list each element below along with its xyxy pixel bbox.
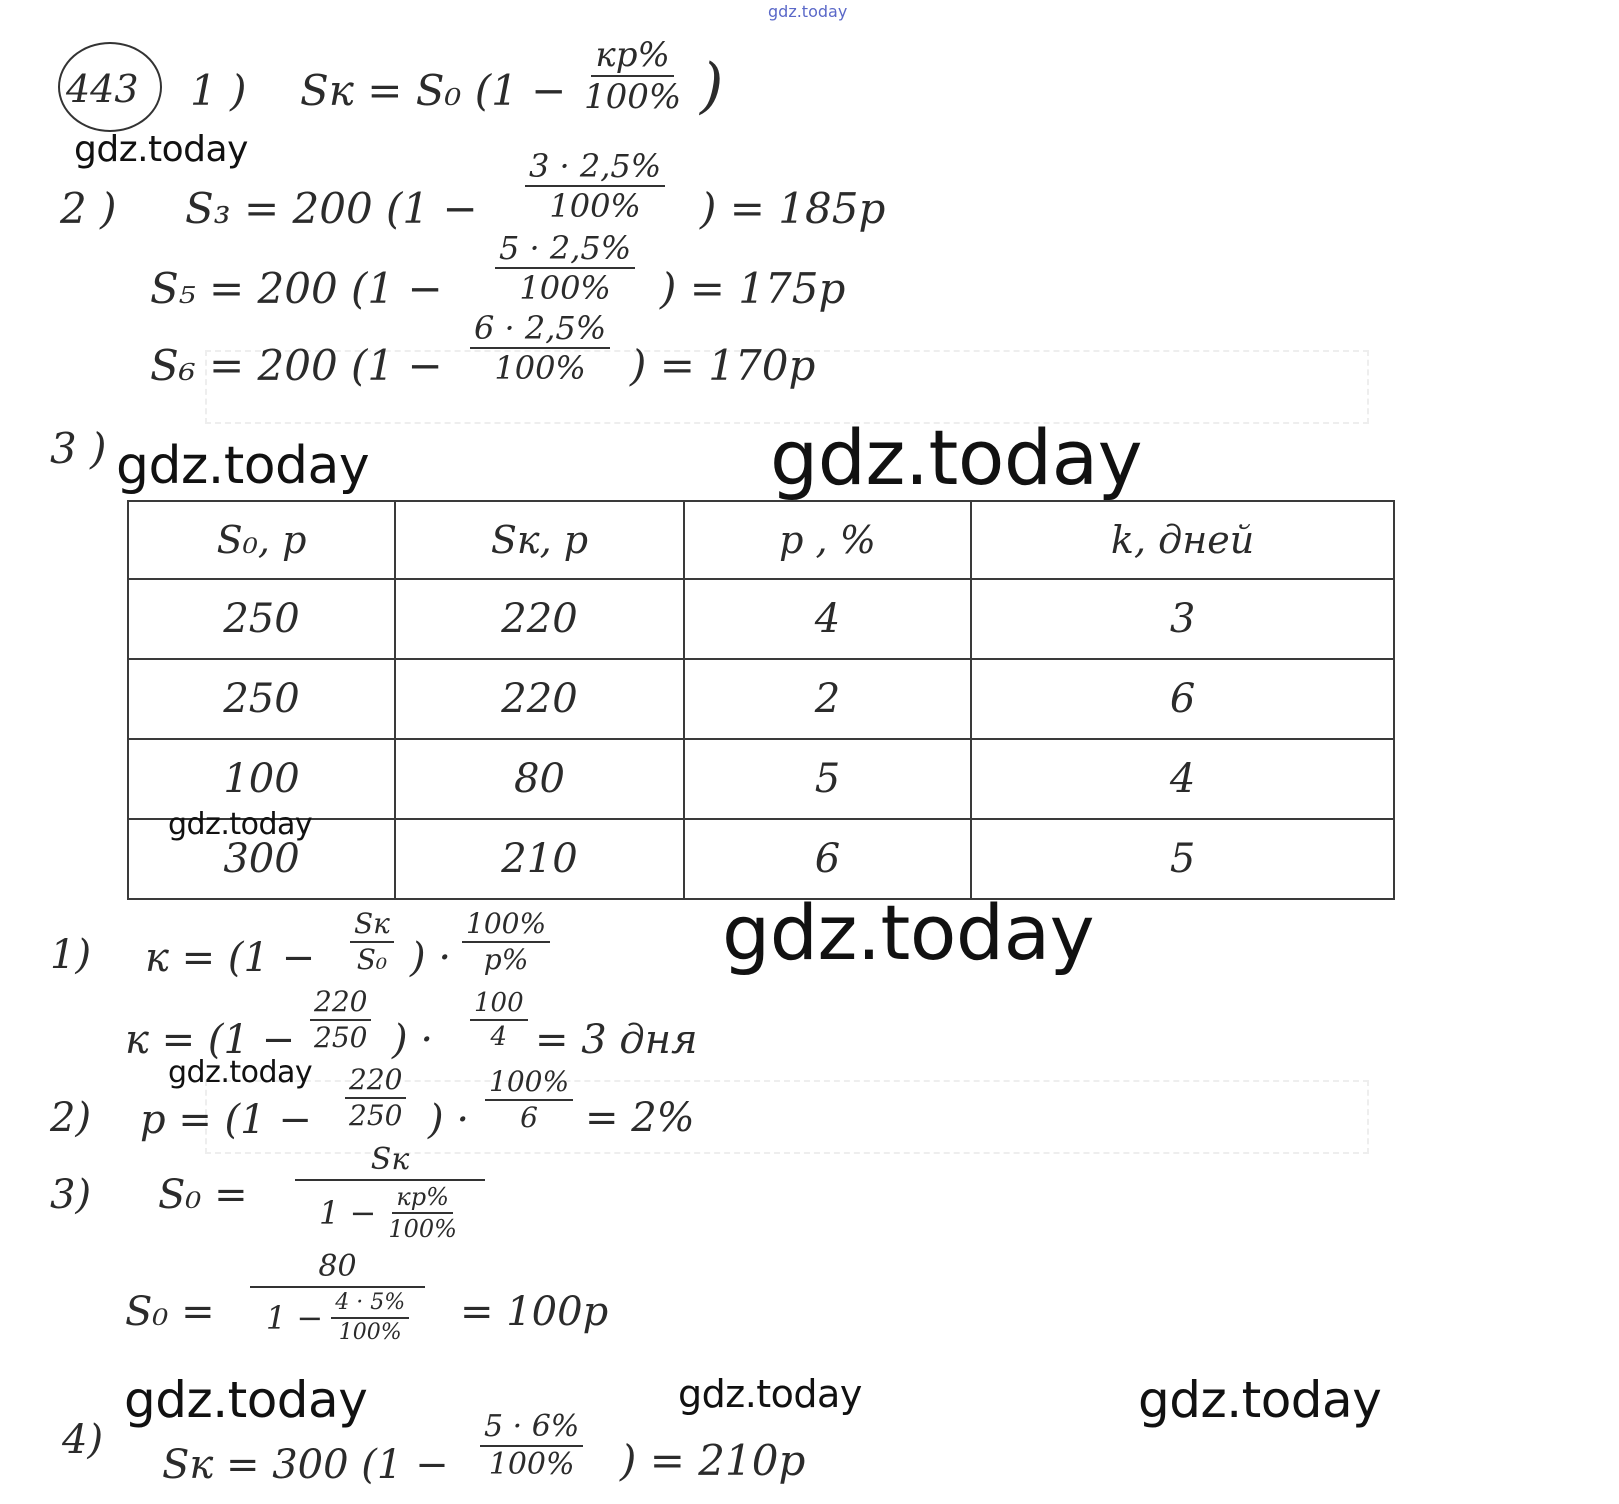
- sol4-fraction: [480, 1409, 583, 1482]
- fraction-numerator: 100%: [485, 1068, 573, 1101]
- sol2-lhs: p = (1 −: [140, 1097, 312, 1143]
- fraction-denominator: 100%: [494, 349, 586, 387]
- fraction-denominator: [319, 1185, 461, 1241]
- fraction-numerator: 5 · 2,5%: [495, 232, 635, 269]
- sol1-line1-fraction1: [350, 907, 394, 976]
- table-cell: 80: [395, 739, 684, 819]
- part2-line3-fraction: [470, 309, 610, 387]
- watermark: gdz.today: [116, 436, 370, 496]
- sol3-line2-fraction: [250, 1249, 425, 1345]
- watermark: gdz.today: [770, 413, 1143, 502]
- fraction-denominator: 100%: [488, 1447, 575, 1482]
- sol2-mid: ) ·: [428, 1097, 470, 1143]
- sol1-line2-mid: ) ·: [392, 1017, 434, 1063]
- fraction-denominator: 250: [349, 1099, 403, 1132]
- nested-fraction: [331, 1292, 409, 1344]
- table-cell: 5: [971, 819, 1394, 899]
- part2-line1-fraction: [525, 147, 665, 225]
- table-cell: 300: [128, 819, 395, 899]
- values-table: [127, 500, 1395, 900]
- sol3-line1-fraction: [295, 1142, 485, 1243]
- sol1-line1-mid: ) ·: [410, 935, 452, 981]
- fraction-numerator: Sк: [295, 1145, 485, 1181]
- fraction-numerator: 220: [345, 1066, 406, 1099]
- table-header: p , %: [684, 501, 971, 579]
- part2-line2-rhs: ) = 175р: [660, 264, 846, 313]
- fraction-numerator: кp%: [392, 1185, 453, 1214]
- part2-line2-fraction: [495, 229, 635, 307]
- sol1-line1-lhs: к = (1 −: [145, 935, 316, 981]
- fraction-numerator: 220: [310, 988, 371, 1021]
- sol1-label: 1): [50, 932, 92, 978]
- table-cell: 250: [128, 579, 395, 659]
- table-header-row: [128, 501, 1394, 579]
- part1-fraction: [580, 35, 685, 117]
- part2-line3-lhs: S₆ = 200 (1 −: [150, 341, 443, 390]
- watermark: gdz.today: [678, 1372, 862, 1416]
- sol3-line2-lhs: S₀ =: [125, 1289, 215, 1335]
- part3-label: 3 ): [50, 424, 107, 473]
- sol3-line1-lhs: S₀ =: [158, 1172, 248, 1218]
- sol2-fraction2: [485, 1065, 573, 1134]
- fraction-denominator: 100%: [584, 77, 682, 117]
- fraction-numerator: 80: [250, 1252, 425, 1288]
- sol2-label: 2): [50, 1095, 92, 1141]
- problem-number: 443: [66, 67, 139, 111]
- fraction-numerator: 4 · 5%: [331, 1292, 409, 1319]
- table-cell: 4: [684, 579, 971, 659]
- fraction-numerator: 6 · 2,5%: [470, 312, 610, 349]
- sol2-rhs: = 2%: [585, 1095, 695, 1141]
- part2-line3-rhs: ) = 170р: [630, 341, 816, 390]
- sol3-label: 3): [50, 1172, 92, 1218]
- table-cell: 6: [684, 819, 971, 899]
- fraction-denominator: p%: [483, 943, 529, 976]
- table-row: [128, 659, 1394, 739]
- sol1-line2-fraction2: [470, 990, 528, 1050]
- table-cell: 210: [395, 819, 684, 899]
- sol1-line2-rhs: = 3 дня: [535, 1017, 698, 1063]
- table-header: k, дней: [971, 501, 1394, 579]
- fraction-denominator: 100%: [338, 1320, 402, 1345]
- fraction-numerator: 5 · 6%: [480, 1412, 583, 1447]
- part2-line2-lhs: S₅ = 200 (1 −: [150, 264, 443, 313]
- fraction-numerator: Sк: [350, 910, 394, 943]
- watermark: gdz.today: [74, 129, 248, 170]
- table-cell: 2: [684, 659, 971, 739]
- table-cell: 4: [971, 739, 1394, 819]
- part1-close-paren: ): [700, 51, 724, 121]
- sol3-line2-rhs: = 100р: [460, 1289, 609, 1335]
- fraction-numerator: 100: [470, 990, 528, 1021]
- table-row: [128, 579, 1394, 659]
- fraction-denominator: 6: [520, 1101, 538, 1134]
- sol4-lhs: Sк = 300 (1 −: [162, 1442, 449, 1488]
- sol4-rhs: ) = 210р: [620, 1436, 806, 1485]
- nested-fraction: [384, 1185, 461, 1241]
- sol4-label: 4): [62, 1417, 104, 1463]
- watermark: gdz.today: [722, 888, 1095, 977]
- watermark: gdz.today: [124, 1371, 368, 1429]
- table-cell: 5: [684, 739, 971, 819]
- fraction-denominator: 100%: [519, 269, 611, 307]
- fraction-denominator: 100%: [388, 1215, 457, 1243]
- watermark: gdz.today: [168, 1055, 313, 1090]
- table-row: [128, 739, 1394, 819]
- part2-line1-lhs: S₃ = 200 (1 −: [185, 184, 478, 233]
- watermark: gdz.today: [1138, 1371, 1382, 1429]
- watermark-top: gdz.today: [768, 2, 848, 21]
- part2-label: 2 ): [60, 184, 117, 233]
- sol2-fraction1: [345, 1063, 406, 1132]
- denominator-prefix: 1 −: [319, 1194, 377, 1232]
- fraction-numerator: кp%: [591, 38, 673, 77]
- part1-lhs: Sк = S₀ (1 −: [300, 66, 567, 115]
- part1-label: 1 ): [190, 66, 247, 115]
- fraction-numerator: 100%: [462, 910, 550, 943]
- table-cell: 250: [128, 659, 395, 739]
- table-cell: 220: [395, 659, 684, 739]
- table-header: Sк, р: [395, 501, 684, 579]
- table-header: S₀, р: [128, 501, 395, 579]
- table-row: [128, 819, 1394, 899]
- table-cell: 220: [395, 579, 684, 659]
- table-cell: 3: [971, 579, 1394, 659]
- sol1-line2-lhs: к = (1 −: [125, 1017, 296, 1063]
- fraction-numerator: 3 · 2,5%: [525, 150, 665, 187]
- fraction-denominator: 4: [490, 1022, 508, 1052]
- fraction-denominator: [266, 1292, 409, 1344]
- part2-line1-rhs: ) = 185р: [700, 184, 886, 233]
- sol1-line2-fraction1: [310, 985, 371, 1054]
- fraction-denominator: S₀: [356, 943, 388, 976]
- fraction-denominator: 250: [314, 1021, 368, 1054]
- table-cell: 6: [971, 659, 1394, 739]
- table-cell: 100: [128, 739, 395, 819]
- fraction-denominator: 100%: [549, 187, 641, 225]
- watermark: gdz.today: [168, 807, 313, 842]
- sol1-line1-fraction2: [462, 907, 550, 976]
- denominator-prefix: 1 −: [265, 1299, 324, 1337]
